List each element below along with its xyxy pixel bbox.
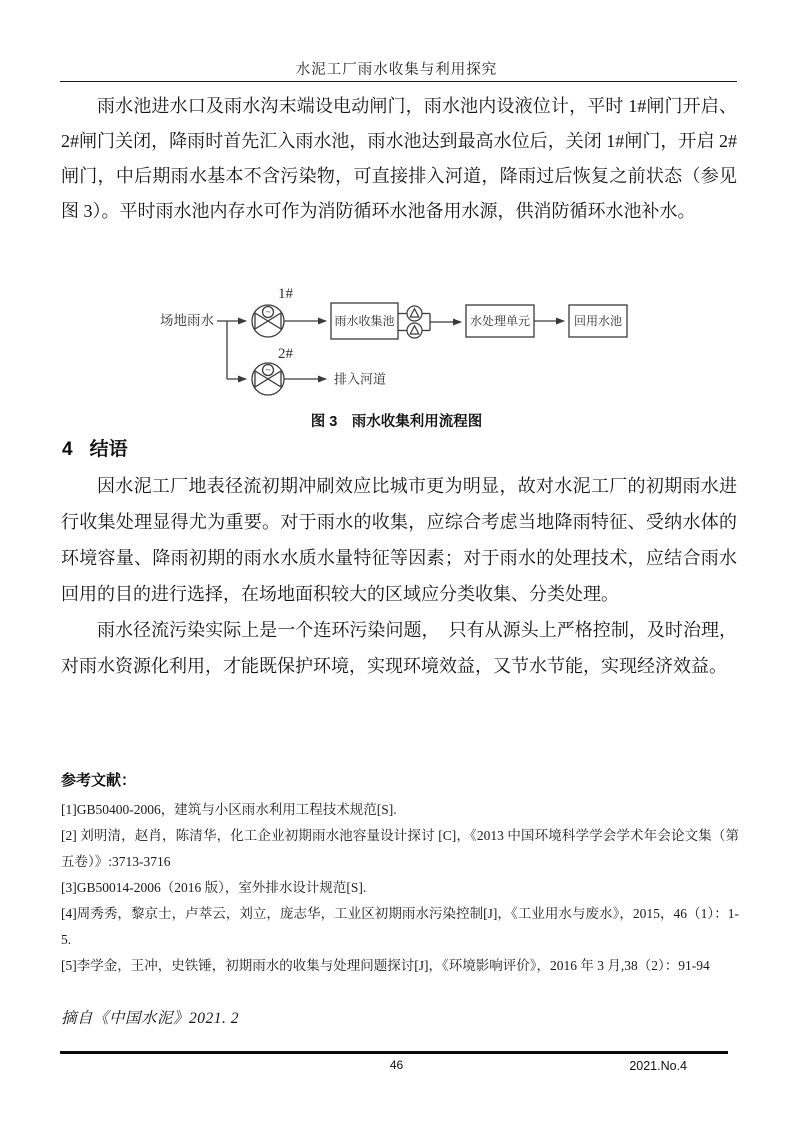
running-header-title: 水泥工厂雨水收集与利用探究 [295,62,498,78]
intro-paragraph-block [61,89,737,229]
diagram-source-label: 场地雨水 [160,313,214,328]
section-title: 结语 [89,439,128,460]
footer-issue-label: 2021.No.4 [629,1059,687,1073]
valve-2-label: 2# [278,346,293,362]
section-heading [62,434,128,461]
pump-1-icon [407,306,422,321]
footer-rule [60,1051,728,1054]
valve-1-label: 1# [278,286,293,302]
flow-diagram-figure [140,281,660,408]
svg-text:~: ~ [265,307,271,317]
intro-paragraph: 雨水池进水口及雨水沟末端设电动闸门，雨水池内设液位计，平时 1#闸门开启、2#闸门关闭，降雨时首先汇入雨水池，雨水池达到最高水位后，关闭 1#闸门，开启 2#闸门，中后期雨水基本不含污染物，可直接排入河道，降雨过后恢复之前状态（参见图 3）。平时雨水池内存水可作为消防循环水池备用水源，供消防循环水池补水。 [61,96,737,221]
reference-item-4: [4]周秀秀，黎京士，卢萃云，刘立，庞志华，工业区初期雨水污染控制[J]，《工业用水与废水》，2015，46（1）：1-5. [61,906,739,947]
discharge-label: 排入河道 [334,371,387,387]
references-heading: 参考文献： [61,772,137,789]
reference-item-3: [3]GB50014-2006（2016 版），室外排水设计规范[S]. [61,880,367,895]
reference-item-2: [2] 刘明清，赵肖，陈清华，化工企业初期雨水池容量设计探讨 [C]，《2013 中国环境科学学会学术年会论文集（第五卷）》:3713-3716 [61,828,739,869]
conclusion-paragraph-1: 因水泥工厂地表径流初期冲刷效应比城市更为明显，故对水泥工厂的初期雨水进行收集处理显得尤为重要。对于雨水的收集，应综合考虑当地降雨特征、受纳水体的环境容量、降雨初期的雨水水质水量特征等因素；对于雨水的处理技术，应结合雨水回用的目的进行选择，在场地面积较大的区域应分类收集、分类处理。 [61,476,737,604]
reference-item-5: [5]李学金，王冲，史铁锤，初期雨水的收集与处理问题探讨[J]，《环境影响评价》，2016 年 3 月,38（2）：91-94 [61,958,710,973]
treatment-unit-label: 水处理单元 [469,314,531,328]
electric-valve-2-icon [252,363,284,395]
collection-pool-label: 雨水收集池 [334,314,395,328]
conclusion-block [61,468,737,684]
svg-text:~: ~ [265,365,271,375]
electric-valve-1-icon [252,305,284,337]
reuse-pool-label: 回用水池 [573,314,623,328]
source-note: 摘自《中国水泥》2021. 2 [61,1010,240,1027]
section-number: 4 [62,439,73,460]
reference-item-1: [1]GB50400-2006，建筑与小区雨水利用工程技术规范[S]. [61,802,397,817]
header-rule [60,81,737,82]
conclusion-paragraph-2: 雨水径流污染实际上是一个连环污染问题， 只有从源头上严格控制，及时治理，对雨水资源化利用，才能既保护环境，实现环境效益，又节水节能，实现经济效益。 [61,620,737,676]
references-section [61,769,739,979]
pump-2-icon [407,323,422,338]
figure-caption: 图 3 雨水收集利用流程图 [310,414,483,430]
footer-page-number: 46 [389,1058,404,1072]
flow-diagram-svg [140,281,660,408]
